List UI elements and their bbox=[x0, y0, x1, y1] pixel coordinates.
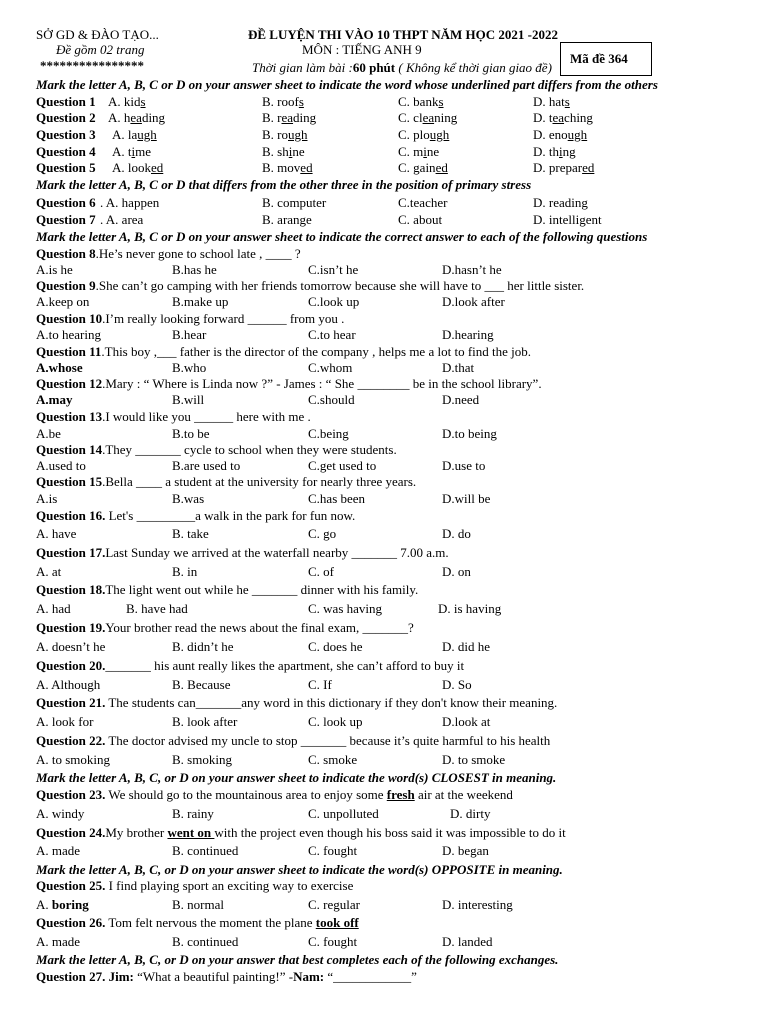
option-b: B.are used to bbox=[172, 458, 241, 473]
option-b: B.make up bbox=[172, 294, 229, 309]
question-23 bbox=[36, 787, 513, 802]
option-b: B. shine bbox=[262, 144, 305, 159]
question-27 bbox=[36, 969, 417, 984]
question-stem: .He’s never gone to school late , ____ ? bbox=[95, 246, 301, 261]
option-b: B. rainy bbox=[172, 806, 214, 821]
question-25 bbox=[36, 878, 353, 893]
target-word: took off bbox=[315, 915, 359, 930]
option-a: A. at bbox=[36, 564, 62, 579]
option-c: C. If bbox=[308, 677, 332, 692]
question-stem: .Bella ____ a student at the university for nearly three years. bbox=[102, 474, 417, 489]
option-b: B. take bbox=[172, 526, 209, 541]
option-c: C. smoke bbox=[308, 752, 358, 767]
question-stem: My brother bbox=[105, 825, 168, 840]
option-a: A.whose bbox=[36, 360, 83, 375]
question-label: Question 3 bbox=[36, 127, 96, 142]
option-d: D. enough bbox=[533, 127, 588, 142]
question-stem: We should go to the mountainous area to enjoy some bbox=[105, 787, 387, 802]
target-word: fresh bbox=[386, 787, 415, 802]
option-b: B. normal bbox=[172, 897, 224, 912]
question-label: Question 19. bbox=[36, 620, 106, 635]
question-stem: “What a beautiful painting!” - bbox=[133, 969, 294, 984]
option-a: A. kids bbox=[108, 94, 146, 109]
option-c: C.should bbox=[308, 392, 355, 407]
option-b: B.hear bbox=[172, 327, 207, 342]
question-stem: .I would like you ______ here with me . bbox=[102, 409, 311, 424]
question-label: Question 21. bbox=[36, 695, 106, 710]
option-d: D.hasn’t he bbox=[442, 262, 502, 277]
question-15 bbox=[36, 474, 416, 489]
question-stem: .Mary : “ Where is Linda now ?” - James : “ She ________ be in the school library”. bbox=[102, 376, 542, 391]
exam-subject: MÔN : TIẾNG ANH 9 bbox=[302, 42, 422, 57]
option-a: A. to smoking bbox=[36, 752, 111, 767]
question-stem: The light went out while he _______ dinner with his family. bbox=[105, 582, 419, 597]
option-a: A. windy bbox=[36, 806, 85, 821]
option-c: C.get used to bbox=[308, 458, 377, 473]
option-d: D.look at bbox=[442, 714, 491, 729]
page-count: Đề gồm 02 trang bbox=[56, 42, 145, 57]
option-d: D. is having bbox=[438, 601, 502, 616]
question-stem: .She can’t go camping with her friends tomorrow because she will have to ___ her little sister. bbox=[95, 278, 585, 293]
option-b: B. look after bbox=[172, 714, 238, 729]
option-b: B. computer bbox=[262, 195, 327, 210]
option-d: D.hearing bbox=[442, 327, 494, 342]
instruction-grammar: Mark the letter A, B, C or D on your answer sheet to indicate the correct answer to each of the following questions bbox=[36, 229, 648, 244]
option-a: . A. area bbox=[100, 212, 144, 227]
option-c: C.whom bbox=[308, 360, 353, 375]
option-c: C. go bbox=[308, 526, 337, 541]
exam-time bbox=[252, 60, 552, 75]
option-a: A. had bbox=[36, 601, 71, 616]
option-c: C. cleaning bbox=[398, 110, 458, 125]
question-label: Question 23. bbox=[36, 787, 106, 802]
question-21 bbox=[36, 695, 557, 710]
option-d: D.use to bbox=[442, 458, 486, 473]
option-c: C.being bbox=[308, 426, 349, 441]
option-a: . A. happen bbox=[100, 195, 160, 210]
question-20 bbox=[36, 658, 464, 673]
option-b: B. arange bbox=[262, 212, 312, 227]
question-label: Question 27. Jim: bbox=[36, 969, 134, 984]
option-b: B.who bbox=[172, 360, 207, 375]
question-stem: Your brother read the news about the final exam, _______? bbox=[105, 620, 414, 635]
option-c: C. of bbox=[308, 564, 334, 579]
question-stem-end: air at the weekend bbox=[414, 787, 513, 802]
option-a: A.is bbox=[36, 491, 58, 506]
exam-title: ĐỀ LUYỆN THI VÀO 10 THPT NĂM HỌC 2021 -2022 bbox=[248, 27, 558, 42]
question-label: Question 24. bbox=[36, 825, 106, 840]
option-d: D. reading bbox=[533, 195, 588, 210]
option-b: B. reading bbox=[262, 110, 317, 125]
instruction-opposite: Mark the letter A, B, C, or D on your answer sheet to indicate the word(s) OPPOSITE in meaning. bbox=[36, 862, 563, 877]
option-a: A. laugh bbox=[112, 127, 157, 142]
option-a: A. doesn’t he bbox=[36, 639, 106, 654]
option-a: A.is he bbox=[36, 262, 73, 277]
instruction-exchanges: Mark the letter A, B, C, or D on your answer that best completes each of the following exchanges. bbox=[36, 952, 559, 967]
option-c: C.look up bbox=[308, 294, 360, 309]
question-17 bbox=[36, 545, 449, 560]
time-suffix: ( Không kể thời gian giao đề) bbox=[395, 60, 552, 75]
question-19 bbox=[36, 620, 414, 635]
question-stem: Last Sunday we arrived at the waterfall nearby _______ 7.00 a.m. bbox=[105, 545, 449, 560]
option-a: A.keep on bbox=[36, 294, 90, 309]
question-22 bbox=[36, 733, 550, 748]
question-stem: I find playing sport an exciting way to exercise bbox=[105, 878, 354, 893]
exam-code-box bbox=[560, 42, 652, 76]
option-c: C.teacher bbox=[398, 195, 448, 210]
option-c: C. does he bbox=[308, 639, 363, 654]
question-13 bbox=[36, 409, 311, 424]
question-label: Question 7 bbox=[36, 212, 96, 227]
option-c: C. gained bbox=[398, 160, 448, 175]
question-10 bbox=[36, 311, 344, 326]
option-b: B.has he bbox=[172, 262, 217, 277]
option-b: B. moved bbox=[262, 160, 313, 175]
option-b: B.was bbox=[172, 491, 205, 506]
question-11 bbox=[36, 344, 531, 359]
option-b: B. roofs bbox=[262, 94, 304, 109]
option-a: A.to hearing bbox=[36, 327, 101, 342]
option-c: C. mine bbox=[398, 144, 440, 159]
option-b: B. continued bbox=[172, 843, 239, 858]
option-d: D.to being bbox=[442, 426, 497, 441]
star-divider: **************** bbox=[40, 58, 144, 73]
option-c: C. fought bbox=[308, 934, 358, 949]
option-c: C. banks bbox=[398, 94, 444, 109]
question-14 bbox=[36, 442, 397, 457]
question-label: Question 26. bbox=[36, 915, 106, 930]
question-24 bbox=[36, 825, 566, 840]
time-prefix: Thời gian làm bài : bbox=[252, 60, 353, 75]
option-a: A. boring bbox=[36, 897, 89, 912]
question-stem: .They _______ cycle to school when they were students. bbox=[102, 442, 397, 457]
option-c: C. fought bbox=[308, 843, 358, 858]
question-label: Question 14 bbox=[36, 442, 103, 457]
option-d: D. teaching bbox=[533, 110, 593, 125]
speaker-label: Nam: bbox=[293, 969, 325, 984]
option-b: B. in bbox=[172, 564, 198, 579]
question-label: Question 8 bbox=[36, 246, 96, 261]
option-c: C. about bbox=[398, 212, 443, 227]
option-a: A. made bbox=[36, 934, 81, 949]
option-b: B.will bbox=[172, 392, 205, 407]
question-label: Question 5 bbox=[36, 160, 96, 175]
question-label: Question 10 bbox=[36, 311, 103, 326]
question-stem: The doctor advised my uncle to stop _______ because it’s quite harmful to his health bbox=[105, 733, 551, 748]
question-label: Question 4 bbox=[36, 144, 96, 159]
option-d: D.that bbox=[442, 360, 475, 375]
option-a: A. time bbox=[112, 144, 152, 159]
question-label: Question 9 bbox=[36, 278, 96, 293]
question-label: Question 2 bbox=[36, 110, 96, 125]
question-label: Question 25. bbox=[36, 878, 106, 893]
option-d: D.look after bbox=[442, 294, 505, 309]
instruction-stress: Mark the letter A, B, C or D that differs from the other three in the position of primary stress bbox=[36, 177, 532, 192]
option-c: C. was having bbox=[308, 601, 383, 616]
question-9 bbox=[36, 278, 584, 293]
question-stem: The students can_______any word in this dictionary if they don't know their meaning. bbox=[105, 695, 558, 710]
question-18 bbox=[36, 582, 418, 597]
question-stem: Tom felt nervous the moment the plane bbox=[105, 915, 316, 930]
option-d: D. do bbox=[442, 526, 471, 541]
option-c: C. look up bbox=[308, 714, 363, 729]
option-b: B. continued bbox=[172, 934, 239, 949]
option-d: D. interesting bbox=[442, 897, 513, 912]
option-a: A. have bbox=[36, 526, 77, 541]
option-d: D. on bbox=[442, 564, 471, 579]
option-a: A.used to bbox=[36, 458, 86, 473]
question-stem-end: with the project even though his boss said it was impossible to do it bbox=[214, 825, 566, 840]
option-d: D. dirty bbox=[450, 806, 491, 821]
option-d: D. intelligent bbox=[533, 212, 602, 227]
option-a: A. heading bbox=[108, 110, 166, 125]
question-stem: .This boy ,___ father is the director of the company , helps me a lot to find the job. bbox=[101, 344, 531, 359]
question-label: Question 13 bbox=[36, 409, 103, 424]
question-26 bbox=[36, 915, 359, 930]
option-d: D. landed bbox=[442, 934, 493, 949]
option-b: B. have had bbox=[126, 601, 188, 616]
option-d: D.will be bbox=[442, 491, 491, 506]
option-c: C. plough bbox=[398, 127, 450, 142]
question-8 bbox=[36, 246, 301, 261]
option-a: A.be bbox=[36, 426, 61, 441]
option-b: B. Because bbox=[172, 677, 231, 692]
question-label: Question 16. bbox=[36, 508, 106, 523]
option-c: C.has been bbox=[308, 491, 366, 506]
option-c: C. unpolluted bbox=[308, 806, 379, 821]
option-a: A. Although bbox=[36, 677, 101, 692]
option-b: B.to be bbox=[172, 426, 210, 441]
option-d: D. began bbox=[442, 843, 489, 858]
question-label: Question 17. bbox=[36, 545, 106, 560]
option-b: B. rough bbox=[262, 127, 308, 142]
answer-blank: “____________” bbox=[324, 969, 417, 984]
question-16 bbox=[36, 508, 355, 523]
option-d: D. thing bbox=[533, 144, 576, 159]
time-value: 60 phút bbox=[352, 60, 396, 75]
question-label: Question 1 bbox=[36, 94, 96, 109]
option-b: B. didn’t he bbox=[172, 639, 234, 654]
question-stem: Let's _________a walk in the park for fun now. bbox=[105, 508, 356, 523]
option-d: D.need bbox=[442, 392, 480, 407]
question-label: Question 22. bbox=[36, 733, 106, 748]
option-d: D. hats bbox=[533, 94, 570, 109]
option-a: A. made bbox=[36, 843, 81, 858]
option-c: C.isn’t he bbox=[308, 262, 359, 277]
option-d: D. So bbox=[442, 677, 472, 692]
instruction-pronunciation: Mark the letter A, B, C or D on your answer sheet to indicate the word whose underlined part differs from the others bbox=[36, 77, 658, 92]
department-name: SỞ GD & ĐÀO TẠO... bbox=[36, 27, 159, 42]
question-12 bbox=[36, 376, 542, 391]
option-d: D. prepared bbox=[533, 160, 595, 175]
option-c: C.to hear bbox=[308, 327, 356, 342]
question-stem: .I’m really looking forward ______ from you . bbox=[102, 311, 345, 326]
option-b: B. smoking bbox=[172, 752, 232, 767]
option-a: A. look for bbox=[36, 714, 94, 729]
option-c: C. regular bbox=[308, 897, 360, 912]
question-label: Question 15 bbox=[36, 474, 103, 489]
question-label: Question 18. bbox=[36, 582, 106, 597]
option-a: A. looked bbox=[112, 160, 164, 175]
option-a: A.may bbox=[36, 392, 73, 407]
option-d: D. to smoke bbox=[442, 752, 506, 767]
question-label: Question 6 bbox=[36, 195, 96, 210]
question-stem: _______ his aunt really likes the apartment, she can’t afford to buy it bbox=[105, 658, 465, 673]
question-label: Question 12 bbox=[36, 376, 103, 391]
question-label: Question 11 bbox=[36, 344, 102, 359]
exam-code: Mã đề 364 bbox=[570, 51, 628, 66]
target-word: went on bbox=[167, 825, 215, 840]
instruction-closest: Mark the letter A, B, C, or D on your answer sheet to indicate the word(s) CLOSEST in meaning. bbox=[36, 770, 557, 785]
question-label: Question 20. bbox=[36, 658, 106, 673]
option-d: D. did he bbox=[442, 639, 491, 654]
